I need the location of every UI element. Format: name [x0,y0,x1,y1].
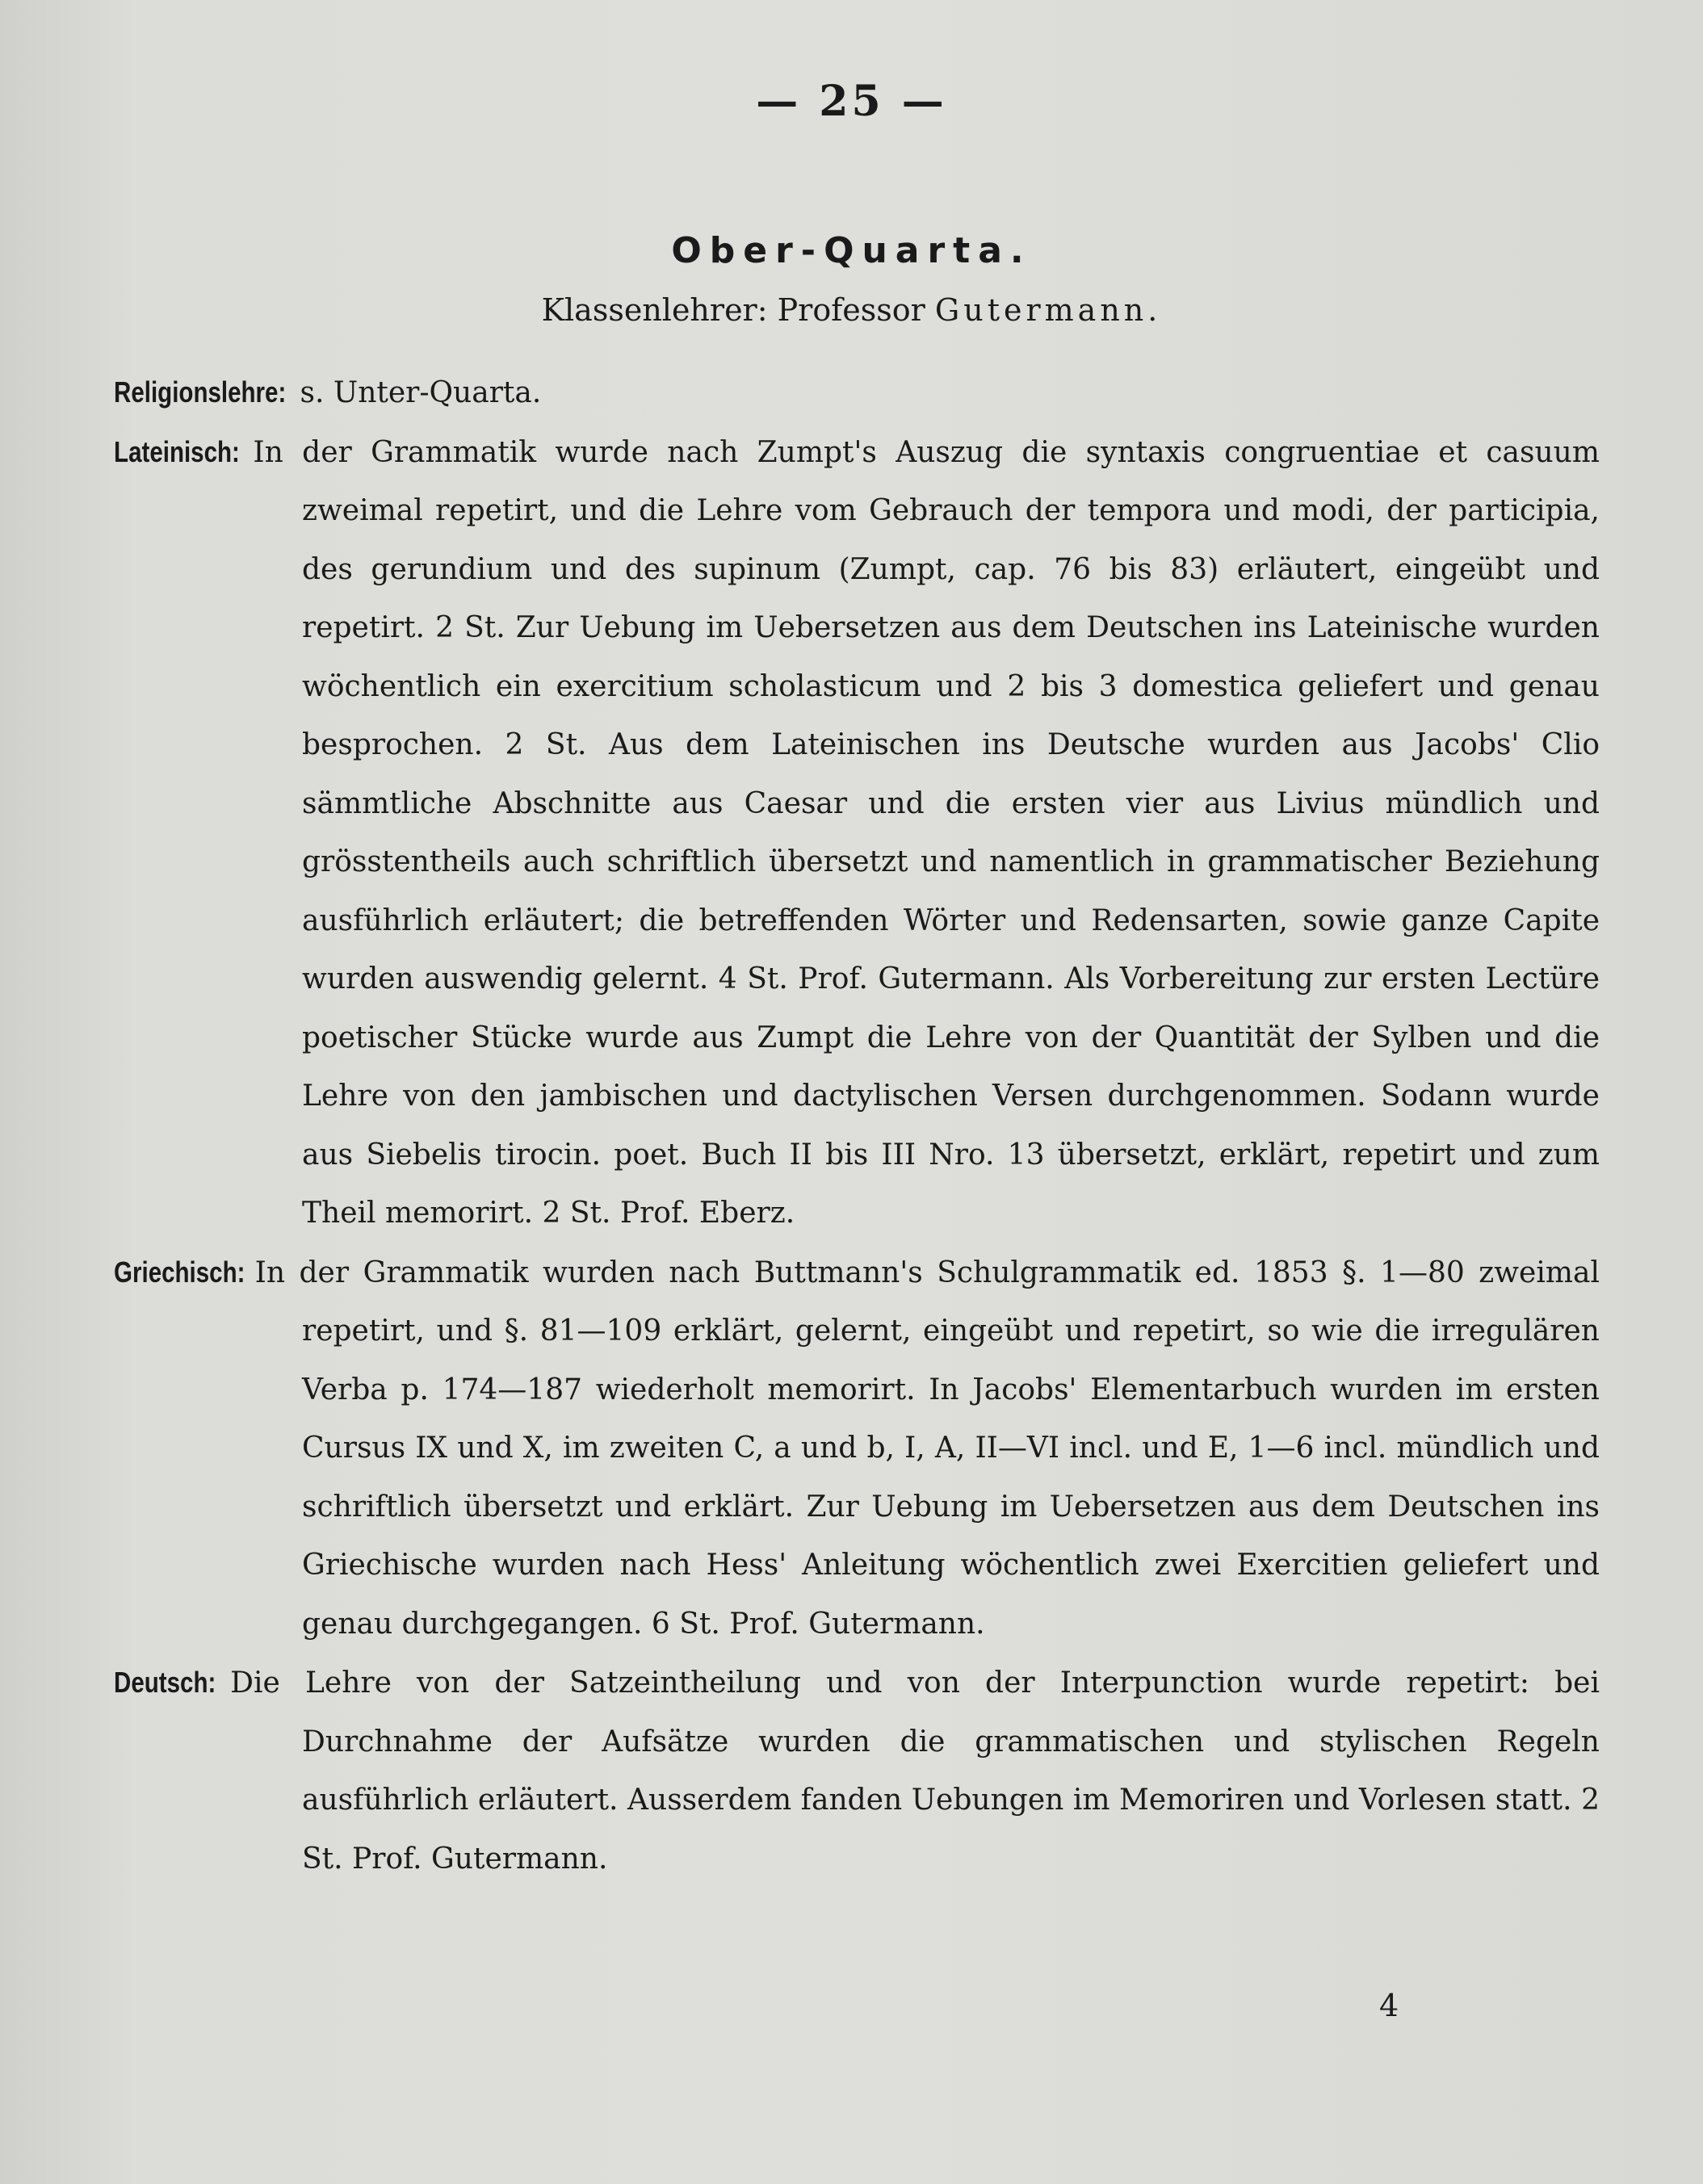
entry-german [114,1654,1600,1888]
entry-text: Die Lehre von der Satzeintheilung und von der Interpunction wurde repetirt: bei Durchnahme der Aufsätze wurden die grammatischen und stylischen Regeln ausführlich erläutert. Ausserdem fanden Uebungen im Memoriren und Vorlesen statt. 2 St. Prof. Gutermann. [230,1666,1600,1876]
subject-label: Religionslehre: [114,375,287,409]
entry-text: s. Unter-Quarta. [300,376,542,409]
entry-religion [114,363,1600,423]
page-number: — 25 — [756,77,947,126]
report-body [114,363,1600,1888]
class-teacher-line [0,292,1703,328]
subject-label: Griechisch: [114,1255,245,1289]
subject-label: Lateinisch: [114,434,240,468]
class-teacher-name: Gutermann. [934,292,1162,328]
entry-text: In der Grammatik wurde nach Zumpt's Auszug die syntaxis congruentiae et casuum zweimal repetirt, und die Lehre vom Gebrauch der tempora und modi, der participia, des gerundium und des supinum (Zumpt, cap. 76 bis 83) erläutert, eingeübt und repetirt. 2 St. Zur Uebung im Uebersetzen aus dem Deutschen ins Lateinische wurden wöchentlich ein exercitium scholasticum und 2 bis 3 domestica geliefert und genau besprochen. 2 St. Aus dem Lateinischen ins Deutsche wurden aus Jacobs' Clio sämmtliche Abschnitte aus Caesar und die ersten vier aus Livius mündlich und grösstentheils auch schriftlich übersetzt und namentlich in grammatischer Beziehung ausführlich erläutert; die betreffenden Wörter und Redensarten, sowie ganze Capite wurden auswendig gelernt. 4 St. Prof. Gutermann. Als Vorbereitung zur ersten Lectüre poetischer Stücke wurde aus Zumpt die Lehre von der Quantität der Sylben und die Lehre von den jambischen und dactylischen Versen durchgenommen. Sodann wurde aus Siebelis tirocin. poet. Buch II bis III Nro. 13 übersetzt, erklärt, repetirt und zum Theil memorirt. 2 St. Prof. Eberz. [253,435,1600,1230]
signature-mark: 4 [1379,1988,1399,2023]
entry-greek [114,1243,1600,1654]
subject-label: Deutsch: [114,1666,216,1699]
section-title: Ober-Quarta. [671,230,1032,271]
entry-latin [114,423,1600,1243]
class-teacher-label: Klassenlehrer: Professor [541,292,935,328]
entry-text: In der Grammatik wurden nach Buttmann's Schulgrammatik ed. 1853 §. 1—80 zweimal repetirt, und §. 81—109 erklärt, gelernt, eingeübt und repetirt, so wie die irregulären Verba p. 174—187 wiederholt memorirt. In Jacobs' Elementarbuch wurden im ersten Cursus IX und X, im zweiten C, a und b, I, A, II—VI incl. und E, 1—6 incl. mündlich und schriftlich übersetzt und erklärt. Zur Uebung im Uebersetzen aus dem Deutschen ins Griechische wurden nach Hess' Anleitung wöchentlich zwei Exercitien geliefert und genau durchgegangen. 6 St. Prof. Gutermann. [254,1255,1600,1641]
